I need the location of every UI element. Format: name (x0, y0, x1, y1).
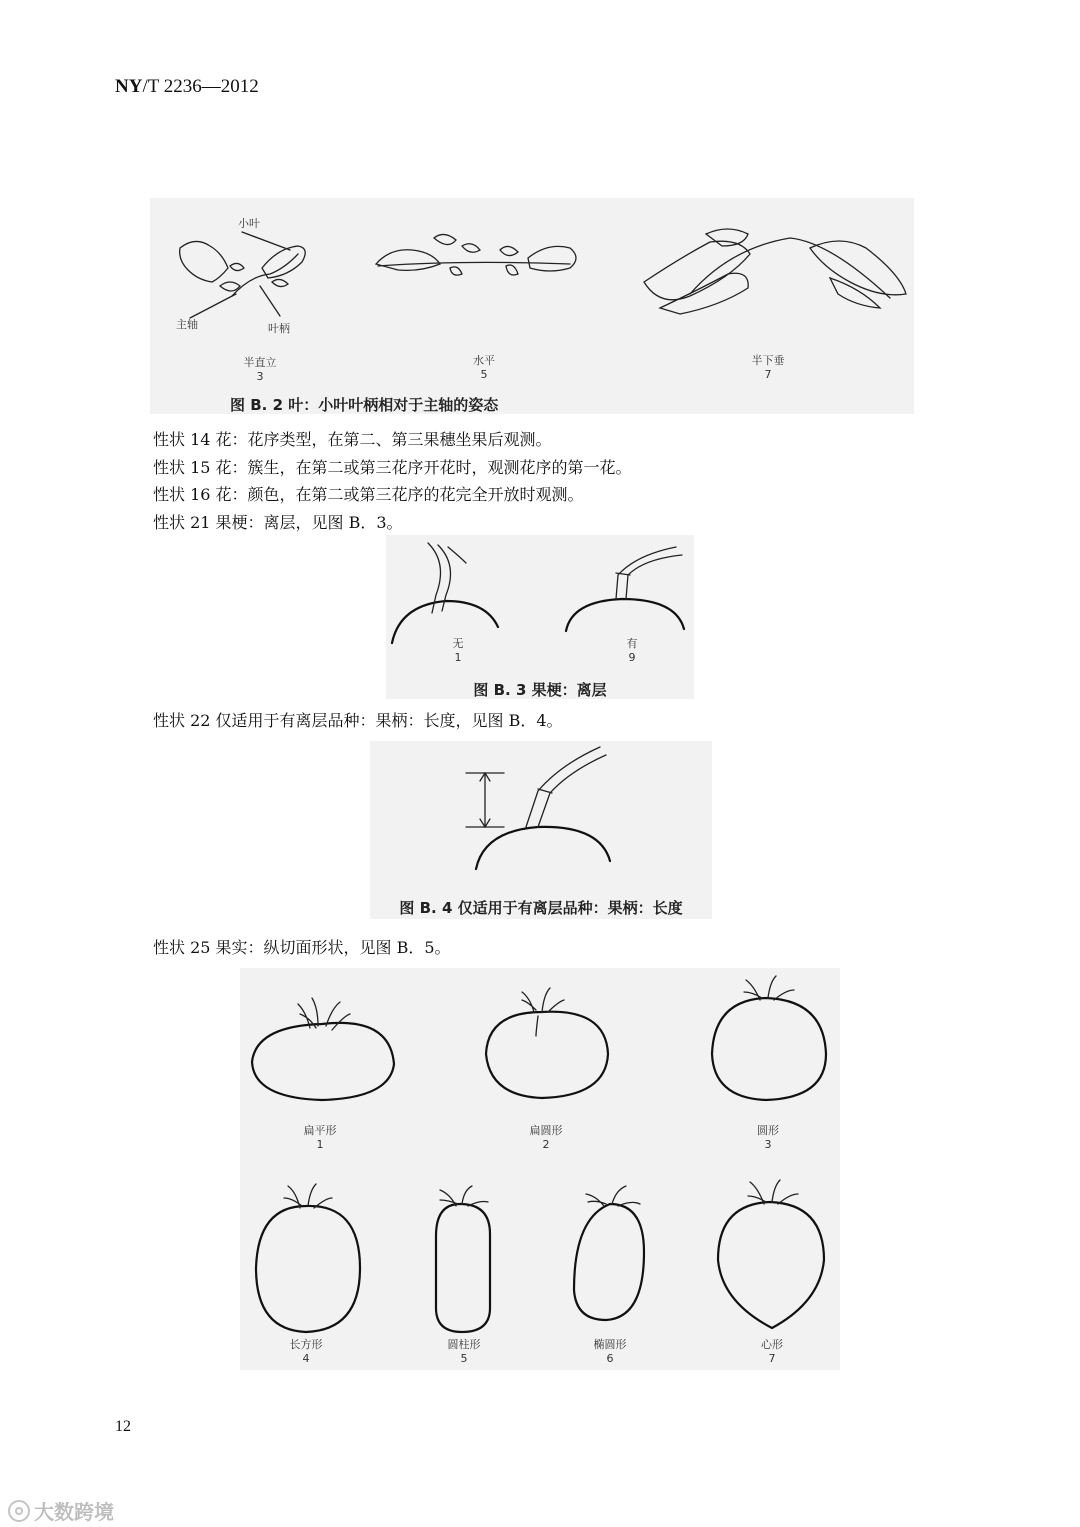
callout-petiole: 叶柄 (268, 322, 290, 335)
item-name: 心形 (761, 1338, 783, 1351)
item-code: 1 (316, 1138, 324, 1151)
item-name: 圆形 (757, 1124, 779, 1137)
fruit-elliptical-drawing (574, 1186, 644, 1320)
figure-b5-drawing (240, 968, 840, 1370)
figure-b5-item-6 (570, 1338, 650, 1366)
figure-b4 (370, 741, 712, 919)
item-name: 椭圆形 (593, 1338, 627, 1351)
figure-b4-caption: 图 B. 4 仅适用于有离层品种：果柄：长度 (399, 899, 683, 917)
item-name: 半直立 (243, 356, 277, 369)
page-number: 12 (115, 1418, 131, 1435)
item-name: 水平 (473, 354, 495, 367)
figure-b2-caption: 图 B. 2 叶：小叶叶柄相对于主轴的姿态 (230, 396, 499, 414)
leaf-semi-drooping-drawing (644, 229, 906, 314)
fruit-heart-drawing (718, 1180, 824, 1328)
fruit-round-drawing (712, 976, 826, 1100)
item-code: 7 (764, 368, 772, 381)
watermark-text: 大数跨境 (34, 1500, 114, 1524)
figure-b5-item-5 (424, 1338, 504, 1366)
callout-main-axis: 主轴 (176, 318, 198, 331)
item-name: 长方形 (289, 1338, 323, 1351)
item-code: 7 (768, 1352, 776, 1365)
figure-b3-drawing (386, 535, 694, 699)
figure-b5-item-3 (728, 1124, 808, 1152)
figure-b4-drawing (370, 741, 712, 919)
figure-b3-item-2 (592, 637, 672, 665)
figure-b2-item-3 (728, 354, 808, 382)
item-name: 无 (452, 637, 464, 650)
item-name: 有 (626, 637, 638, 650)
trait-14: 性状 14 花：花序类型，在第二、第三果穗坐果后观测。 (153, 430, 552, 449)
fruit-rectangular-drawing (256, 1184, 360, 1332)
item-code: 4 (302, 1352, 310, 1365)
figure-b5-item-1 (280, 1124, 360, 1152)
fruit-flat-drawing (252, 998, 394, 1100)
figure-b5-item-4 (266, 1338, 346, 1366)
stem-with-abscission-drawing (566, 547, 684, 631)
figure-b5-item-7 (732, 1338, 812, 1366)
figure-b3 (386, 535, 694, 699)
trait-15: 性状 15 花：簇生，在第二或第三花序开花时，观测花序的第一花。 (153, 458, 632, 477)
logo-icon (8, 1500, 30, 1522)
item-code: 2 (542, 1138, 550, 1151)
standard-code: /T 2236—2012 (142, 76, 259, 97)
stem-length-drawing (466, 747, 610, 869)
item-code: 9 (628, 651, 636, 664)
callout-leaflet: 小叶 (238, 217, 260, 230)
item-code: 5 (480, 368, 488, 381)
trait-16: 性状 16 花：颜色，在第二或第三花序的花完全开放时观测。 (153, 485, 584, 504)
stem-no-abscission-drawing (392, 543, 498, 643)
fruit-oblate-drawing (486, 988, 608, 1098)
figure-b5-item-2 (506, 1124, 586, 1152)
item-code: 5 (460, 1352, 468, 1365)
item-name: 扁平形 (303, 1124, 337, 1137)
trait-25: 性状 25 果实：纵切面形状，见图 B．5。 (153, 938, 451, 957)
watermark (8, 1496, 114, 1525)
item-code: 3 (764, 1138, 772, 1151)
figure-b2 (150, 198, 914, 414)
trait-22: 性状 22 仅适用于有离层品种：果柄：长度，见图 B．4。 (153, 711, 563, 730)
figure-b3-item-1 (418, 637, 498, 665)
fruit-cylindrical-drawing (436, 1186, 490, 1332)
trait-21: 性状 21 果梗：离层，见图 B．3。 (153, 513, 403, 532)
figure-b3-caption: 图 B. 3 果梗：离层 (473, 681, 607, 699)
item-code: 3 (256, 370, 264, 383)
item-name: 圆柱形 (447, 1338, 481, 1351)
standard-prefix: NY (115, 76, 143, 97)
item-code: 6 (606, 1352, 614, 1365)
figure-b2-item-1 (220, 356, 300, 384)
standard-number (115, 76, 259, 98)
item-name: 半下垂 (751, 354, 785, 367)
leaf-horizontal-drawing (376, 234, 576, 275)
item-code: 1 (454, 651, 462, 664)
figure-b5 (240, 968, 840, 1370)
item-name: 扁圆形 (529, 1124, 563, 1137)
figure-b2-item-2 (444, 354, 524, 382)
leaf-semi-upright-drawing (180, 232, 306, 318)
